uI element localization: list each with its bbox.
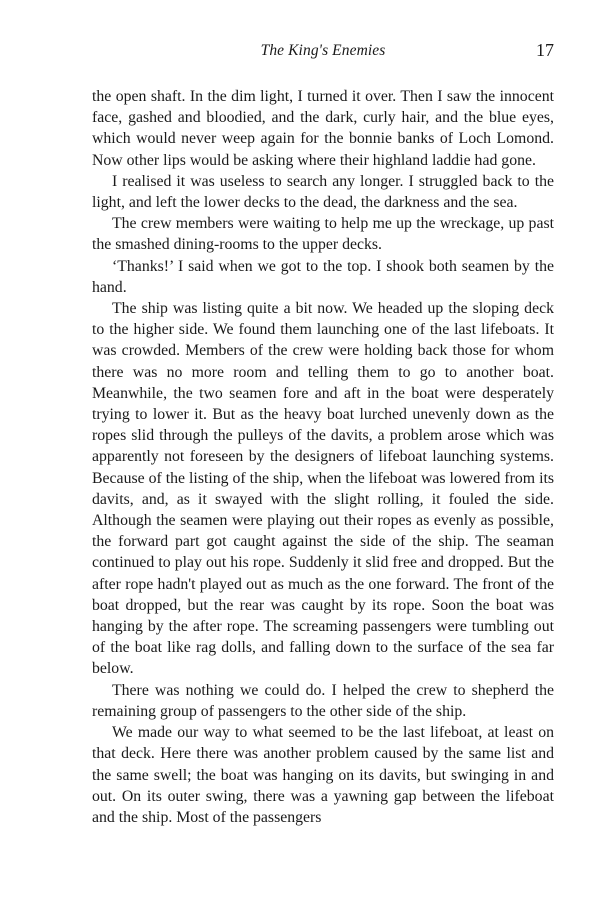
paragraph-1: the open shaft. In the dim light, I turned it over. Then I saw the innocent face, gashed and bloodied, and the dark, curly hair, and the blue eyes, which would never weep again for the bonnie banks of Loch Lomond. Now other lips would be asking where their highland laddie had gone. xyxy=(92,88,554,169)
page-number: 17 xyxy=(536,40,554,60)
paragraph-3: The crew members were waiting to help me up the wreckage, up past the smashed dining-rooms to the upper decks. xyxy=(92,215,554,254)
paragraph-4: ‘Thanks!’ I said when we got to the top. I shook both seamen by the hand. xyxy=(92,257,554,296)
paragraph-2: I realised it was useless to search any longer. I struggled back to the light, and left the lower decks to the dead, the darkness and the sea. xyxy=(92,172,554,212)
paragraph-6: There was nothing we could do. I helped the crew to shepherd the remaining group of passengers to the other side of the ship. xyxy=(92,681,554,720)
body-text xyxy=(92,86,554,828)
running-title: The King's Enemies xyxy=(260,42,386,59)
running-head xyxy=(92,42,554,66)
paragraph-5: The ship was listing quite a bit now. We headed up the sloping deck to the higher side. We found them launching one of the last lifeboats. It was crowded. Members of the crew were holding back those for whom there was no more room and telling them to go to another boat. Meanwhile, the two seamen fore and aft in the boat were desperately trying to lower it. But as the heavy boat lurched unevenly down as the ropes slid through the pulleys of the davits, a problem arose which was apparently not foreseen by the designers of lifeboat launching systems. Because of the listing of the ship, when the lifeboat was lowered from its davits, and, as it swayed with the slight rolling, it fouled the side. Although the seamen were playing out their ropes as evenly as possible, the forward part got caught against the side of the ship. The seaman continued to play out his rope. Suddenly it slid free and dropped. But the after rope hadn't played out as much as the one forward. The front of the boat dropped, but the rear was caught by its rope. Soon the boat was hanging by the after rope. The screaming passengers were tumbling out of the boat like rag dolls, and falling down to the surface of the sea far below. xyxy=(92,300,554,678)
paragraph-7: We made our way to what seemed to be the last lifeboat, at least on that deck. Here there was another problem caused by the same list and the same swell; the boat was hanging on its davits, but swinging in and out. On its outer swing, there was a yawning gap between the lifeboat and the ship. Most of the passengers xyxy=(92,724,554,826)
